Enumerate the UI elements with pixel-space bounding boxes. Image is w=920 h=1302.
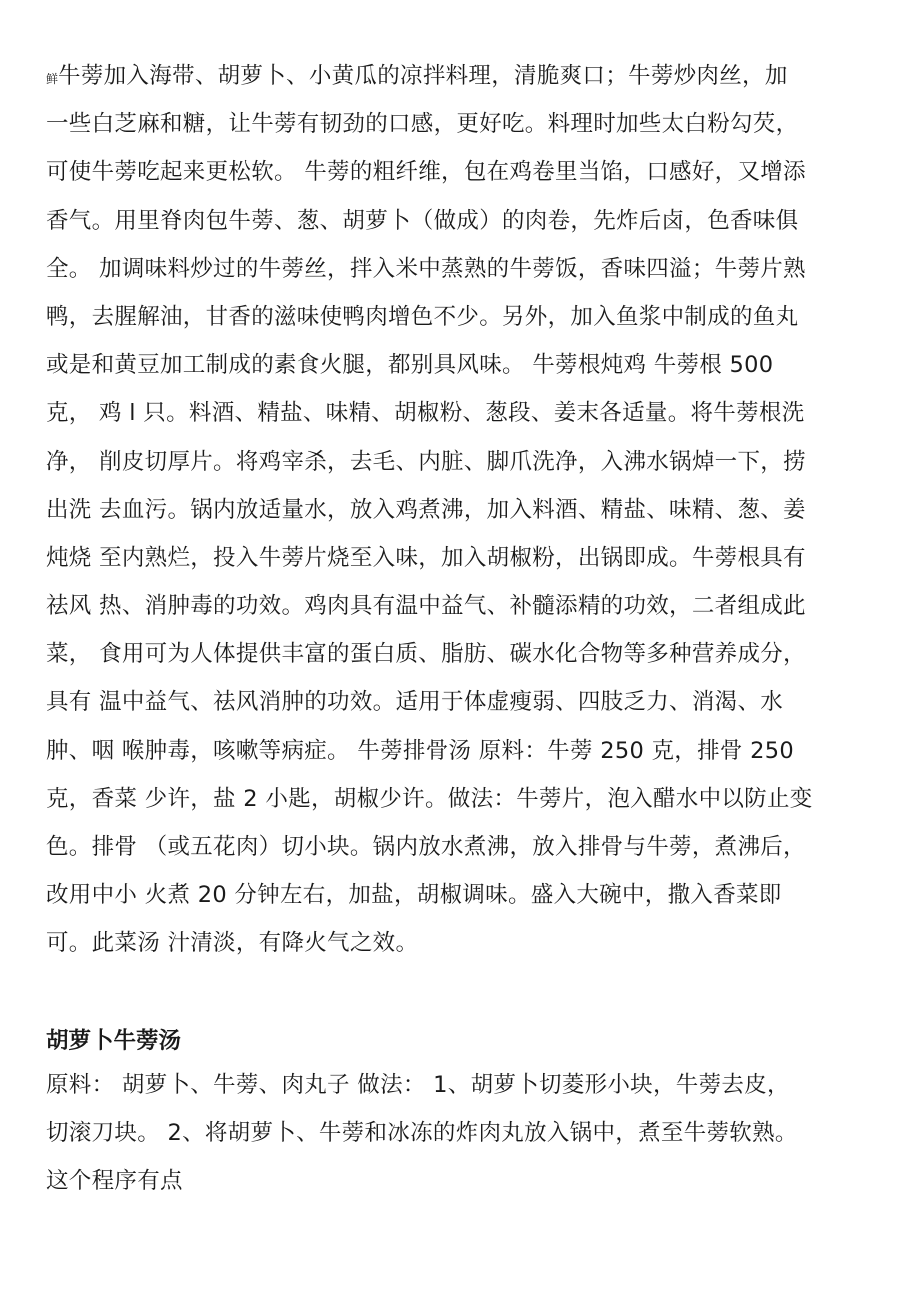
section-title: 胡萝卜牛蒡汤 [46, 1028, 182, 1054]
text-line: 香气。用里脊肉包牛蒡、葱、胡萝卜（做成）的肉卷，先炸后卤，色香味俱 [46, 207, 799, 234]
text-line: 色。排骨 （或五花肉）切小块。锅内放水煮沸，放入排骨与牛蒡，煮沸后， [46, 834, 806, 860]
text-line: 一些白芝麻和糖，让牛蒡有韧劲的口感，更好吃。料理时加些太白粉勾芡， [46, 111, 799, 138]
text-line: 可使牛蒡吃起来更松软。 牛蒡的粗纤维，包在鸡卷里当馅，口感好，又增添 [46, 159, 806, 186]
text-line: 这个程序有点 [46, 1168, 183, 1195]
text-line: 或是和黄豆加工制成的素食火腿，都别具风味。 牛蒡根炖鸡 牛蒡根 500 [46, 352, 774, 379]
text-line: 炖烧 至内熟烂，投入牛蒡片烧至入味，加入胡椒粉，出锅即成。牛蒡根具有 [46, 544, 806, 571]
text-line: 鸭，去腥解油，甘香的滋味使鸭肉增色不少。另外，加入鱼浆中制成的鱼丸 [46, 303, 799, 330]
text-line-content: 牛蒡加入海带、胡萝卜、小黄瓜的凉拌料理，清脆爽口；牛蒡炒肉丝，加 [58, 63, 788, 89]
text-line [46, 52, 896, 100]
text-line: 可。此菜汤 汁清淡，有降火气之效。 [46, 930, 419, 957]
line-prefix-char: 鲜 [46, 72, 59, 86]
text-line: 具有 温中益气、祛风消肿的功效。适用于体虚瘦弱、四肢乏力、消渴、水 [46, 689, 784, 716]
text-line: 改用中小 火煮 20 分钟左右，加盐，胡椒调味。盛入大碗中，撒入香菜即 [46, 882, 782, 909]
text-line: 肿、咽 喉肿毒，咳嗽等病症。 牛蒡排骨汤 原料：牛蒡 250 克，排骨 250 [46, 737, 795, 764]
text-line: 克， 鸡 l 只。料酒、精盐、味精、胡椒粉、葱段、姜末各适量。将牛蒡根洗 [46, 400, 805, 427]
text-line: 菜， 食用可为人体提供丰富的蛋白质、脂肪、碳水化合物等多种营养成分， [46, 641, 806, 668]
text-line: 原料： 胡萝卜、牛蒡、肉丸子 做法： 1、胡萝卜切菱形小块，牛蒡去皮， [46, 1072, 790, 1098]
text-line: 克，香菜 少许，盐 2 小匙，胡椒少许。做法：牛蒡片，泡入醋水中以防止变 [46, 785, 813, 812]
text-line: 出洗 去血污。锅内放适量水，放入鸡煮沸，加入料酒、精盐、味精、葱、姜 [46, 496, 806, 523]
text-line: 祛风 热、消肿毒的功效。鸡肉具有温中益气、补髓添精的功效，二者组成此 [46, 593, 806, 620]
section-paragraph [46, 1061, 896, 1206]
text-line: 切滚刀块。 2、将胡萝卜、牛蒡和冰冻的炸肉丸放入锅中，煮至牛蒡软熟。 [46, 1120, 798, 1147]
recipe-paragraph [46, 52, 896, 968]
text-line: 净， 削皮切厚片。将鸡宰杀，去毛、内脏、脚爪洗净，入沸水锅焯一下，捞 [46, 448, 806, 475]
text-line: 全。 加调味料炒过的牛蒡丝，拌入米中蒸熟的牛蒡饭，香味四溢；牛蒡片熟 [46, 255, 806, 282]
